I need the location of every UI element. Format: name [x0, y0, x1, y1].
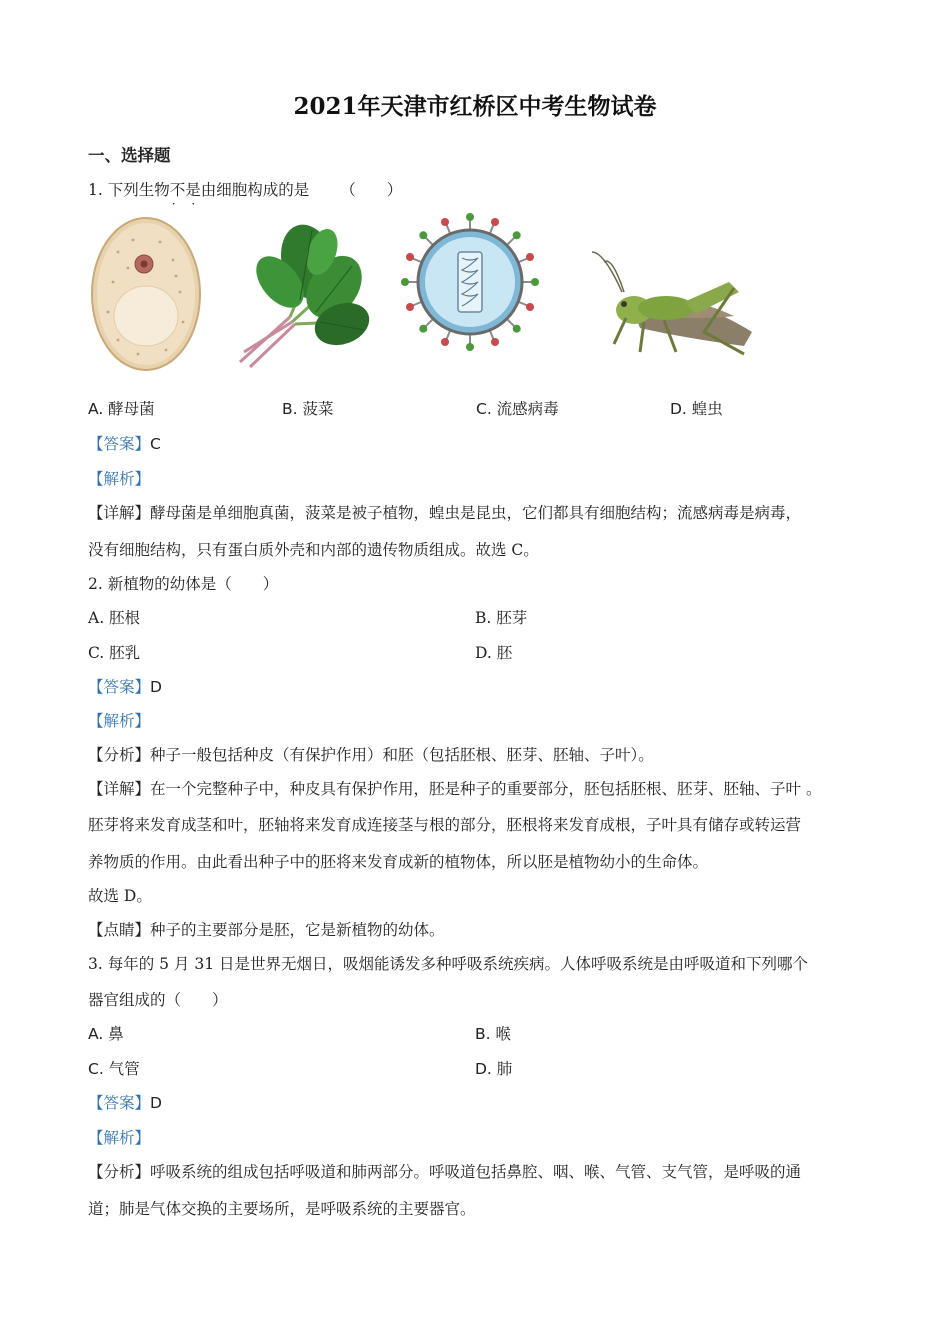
q2-answer-line — [88, 677, 162, 697]
q2-option-b[interactable]: B. 胚芽 — [475, 609, 528, 627]
fenxi-label: 【分析】 — [88, 1163, 151, 1181]
q1-emphasis: 不是 · · — [170, 181, 201, 199]
q3-answer: D — [150, 1094, 162, 1112]
q3-fenxi-line-1 — [88, 1162, 801, 1182]
q3-option-b[interactable]: B. 喉 — [475, 1025, 511, 1043]
dianjing-label: 【点睛】 — [88, 921, 151, 939]
analysis-label: 【解析】 — [88, 470, 151, 488]
q2-answer: D — [150, 678, 162, 696]
q2-option-d[interactable]: D. 胚 — [475, 644, 513, 662]
q2-dianjing-text: 种子的主要部分是胚，它是新植物的幼体。 — [150, 921, 445, 939]
q1-stem — [88, 180, 402, 200]
grasshopper-image — [584, 212, 764, 362]
q1-detail-text: 酵母菌是单细胞真菌，菠菜是被子植物，蝗虫是昆虫，它们都具有细胞结构；流感病毒是病毒， — [150, 504, 802, 522]
analysis-label: 【解析】 — [88, 1129, 151, 1147]
q1-option-d[interactable]: D. 蝗虫 — [670, 400, 723, 418]
yeast-cell-image — [88, 212, 208, 374]
answer-label: 【答案】 — [88, 678, 151, 696]
q1-paren: （ ） — [340, 181, 403, 199]
q2-detail-line-3: 养物质的作用。由此看出种子中的胚将来发育成新的植物体，所以胚是植物幼小的生命体。 — [88, 853, 709, 871]
fenxi-label: 【分析】 — [88, 746, 151, 764]
q2-detail-line-1 — [88, 779, 821, 799]
q1-option-b[interactable]: B. 菠菜 — [282, 400, 334, 418]
q1-stem-part: 由细胞构成的是 — [200, 181, 310, 199]
q1-detail-line-1 — [88, 503, 801, 523]
q3-option-a[interactable]: A. 鼻 — [88, 1025, 124, 1043]
q3-stem-line-1: 3. 每年的 5 月 31 日是世界无烟日，吸烟能诱发多种呼吸系统疾病。人体呼吸系统是由呼吸道和下列哪个 — [88, 955, 809, 973]
answer-label: 【答案】 — [88, 1094, 151, 1112]
section-heading: 一、选择题 — [88, 146, 171, 165]
page-title: 2021年天津市红桥区中考生物试卷 — [293, 93, 657, 120]
spinach-image — [230, 212, 370, 372]
q2-detail-line-2: 胚芽将来发育成茎和叶，胚轴将来发育成连接茎与根的部分，胚根将来发育成根，子叶具有储存或转运营 — [88, 816, 802, 834]
q2-option-c[interactable]: C. 胚乳 — [88, 644, 141, 662]
detail-label: 【详解】 — [88, 504, 151, 522]
detail-label: 【详解】 — [88, 780, 151, 798]
q3-fenxi-text: 呼吸系统的组成包括呼吸道和肺两部分。呼吸道包括鼻腔、咽、喉、气管、支气管，是呼吸的通 — [150, 1163, 802, 1181]
q1-option-a[interactable]: A. 酵母菌 — [88, 400, 155, 418]
q1-answer: C — [150, 435, 161, 453]
analysis-label: 【解析】 — [88, 712, 151, 730]
q3-fenxi-line-2: 道；肺是气体交换的主要场所，是呼吸系统的主要器官。 — [88, 1200, 476, 1218]
q2-fenxi-text: 种子一般包括种皮（有保护作用）和胚（包括胚根、胚芽、胚轴、子叶）。 — [150, 746, 654, 764]
q2-fenxi — [88, 745, 654, 765]
q2-detail-text: 在一个完整种子中，种皮具有保护作用，胚是种子的重要部分，胚包括胚根、胚芽、胚轴、子叶 。 — [150, 780, 822, 798]
q1-stem-part: 1. 下列生物 — [88, 181, 170, 199]
q2-option-a[interactable]: A. 胚根 — [88, 609, 141, 627]
q3-option-c[interactable]: C. 气管 — [88, 1060, 140, 1078]
influenza-virus-image — [400, 212, 540, 352]
q3-stem-line-2: 器官组成的（ ） — [88, 991, 228, 1009]
q2-dianjing — [88, 920, 445, 940]
q3-option-d[interactable]: D. 肺 — [475, 1060, 513, 1078]
q1-option-c[interactable]: C. 流感病毒 — [476, 400, 559, 418]
q2-detail-line-4: 故选 D。 — [88, 887, 152, 905]
q3-answer-line — [88, 1093, 162, 1113]
q2-stem: 2. 新植物的幼体是（ ） — [88, 575, 279, 593]
answer-label: 【答案】 — [88, 435, 151, 453]
q1-answer-line — [88, 434, 161, 454]
q1-detail-line-2: 没有细胞结构，只有蛋白质外壳和内部的遗传物质组成。故选 C。 — [88, 541, 539, 559]
q1-figures — [88, 212, 788, 377]
